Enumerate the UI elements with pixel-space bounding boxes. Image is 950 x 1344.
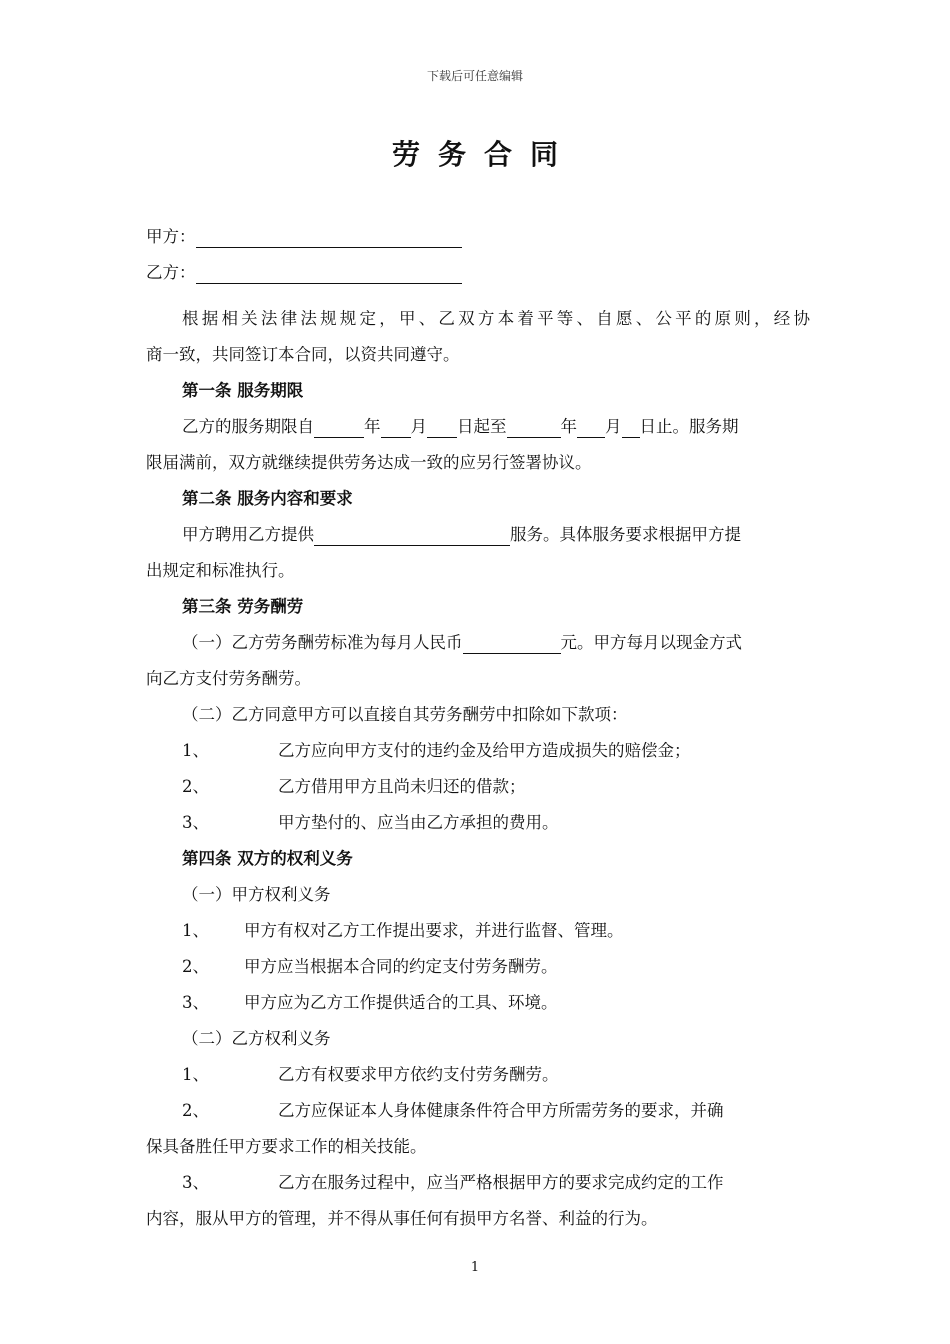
article-3-clause-1: （一）乙方劳务酬劳标准为每月人民币 元。甲方每月以现金方式 — [146, 625, 810, 661]
list-item-cont: 保具备胜任甲方要求工作的相关技能。 — [146, 1137, 427, 1156]
end-year-blank — [507, 413, 561, 438]
service-blank — [314, 521, 510, 546]
article-2-line-2: 出规定和标准执行。 — [146, 561, 295, 580]
article-1-heading: 第一条 服务期限 — [182, 381, 304, 400]
party-b-blank — [196, 259, 462, 284]
page-number: 1 — [470, 1260, 480, 1275]
start-day-blank — [427, 413, 457, 438]
list-item: 1、 甲方有权对乙方工作提出要求，并进行监督、管理。 — [182, 921, 624, 940]
party-b-line — [146, 255, 810, 291]
intro-line-1: 根据相关法律法规规定，甲、乙双方本着平等、自愿、公平的原则，经协 — [182, 309, 810, 328]
list-item: 3、 乙方在服务过程中，应当严格根据甲方的要求完成约定的工作 — [182, 1173, 724, 1192]
list-item: 1、 乙方应向甲方支付的违约金及给甲方造成损失的赔偿金； — [182, 741, 691, 760]
article-3-heading: 第三条 劳务酬劳 — [182, 597, 304, 616]
list-item: 3、 甲方垫付的、应当由乙方承担的费用。 — [182, 813, 559, 832]
article-3-clause-2: （二）乙方同意甲方可以直接自其劳务酬劳中扣除如下款项： — [182, 705, 628, 724]
article-2-line-1: 甲方聘用乙方提供 服务。具体服务要求根据甲方提 — [146, 517, 810, 553]
amount-blank — [463, 629, 561, 654]
article-1-line-2: 限届满前，双方就继续提供劳务达成一致的应另行签署协议。 — [146, 453, 592, 472]
contract-title: 劳务合同 — [391, 138, 576, 171]
list-item: 3、 甲方应为乙方工作提供适合的工具、环境。 — [182, 993, 558, 1012]
start-month-blank — [381, 413, 411, 438]
article-1-term-line: 乙方的服务期限自 年 月 日起至 年 月 日止。服务期 — [146, 409, 810, 445]
intro-line-2: 商一致，共同签订本合同，以资共同遵守。 — [146, 345, 460, 364]
party-a-rights-heading: （一）甲方权利义务 — [182, 885, 331, 904]
contract-body — [146, 219, 810, 1237]
party-b-label: 乙方： — [146, 263, 196, 282]
article-4-heading: 第四条 双方的权利义务 — [182, 849, 353, 868]
article-2-heading: 第二条 服务内容和要求 — [182, 489, 353, 508]
party-a-blank — [196, 223, 462, 248]
list-item: 1、 乙方有权要求甲方依约支付劳务酬劳。 — [182, 1065, 559, 1084]
list-item-cont: 内容，服从甲方的管理，并不得从事任何有损甲方名誉、利益的行为。 — [146, 1209, 658, 1228]
page-header: 下载后可任意编辑 — [426, 69, 523, 83]
list-item: 2、 甲方应当根据本合同的约定支付劳务酬劳。 — [182, 957, 558, 976]
party-a-line — [146, 219, 810, 255]
list-item: 2、 乙方应保证本人身体健康条件符合甲方所需劳务的要求，并确 — [182, 1101, 724, 1120]
start-year-blank — [314, 413, 364, 438]
end-day-blank — [622, 413, 640, 438]
party-b-rights-heading: （二）乙方权利义务 — [182, 1029, 331, 1048]
article-3-clause-1-cont: 向乙方支付劳务酬劳。 — [146, 669, 311, 688]
list-item: 2、 乙方借用甲方且尚未归还的借款； — [182, 777, 526, 796]
party-a-label: 甲方： — [146, 227, 196, 246]
end-month-blank — [577, 413, 605, 438]
